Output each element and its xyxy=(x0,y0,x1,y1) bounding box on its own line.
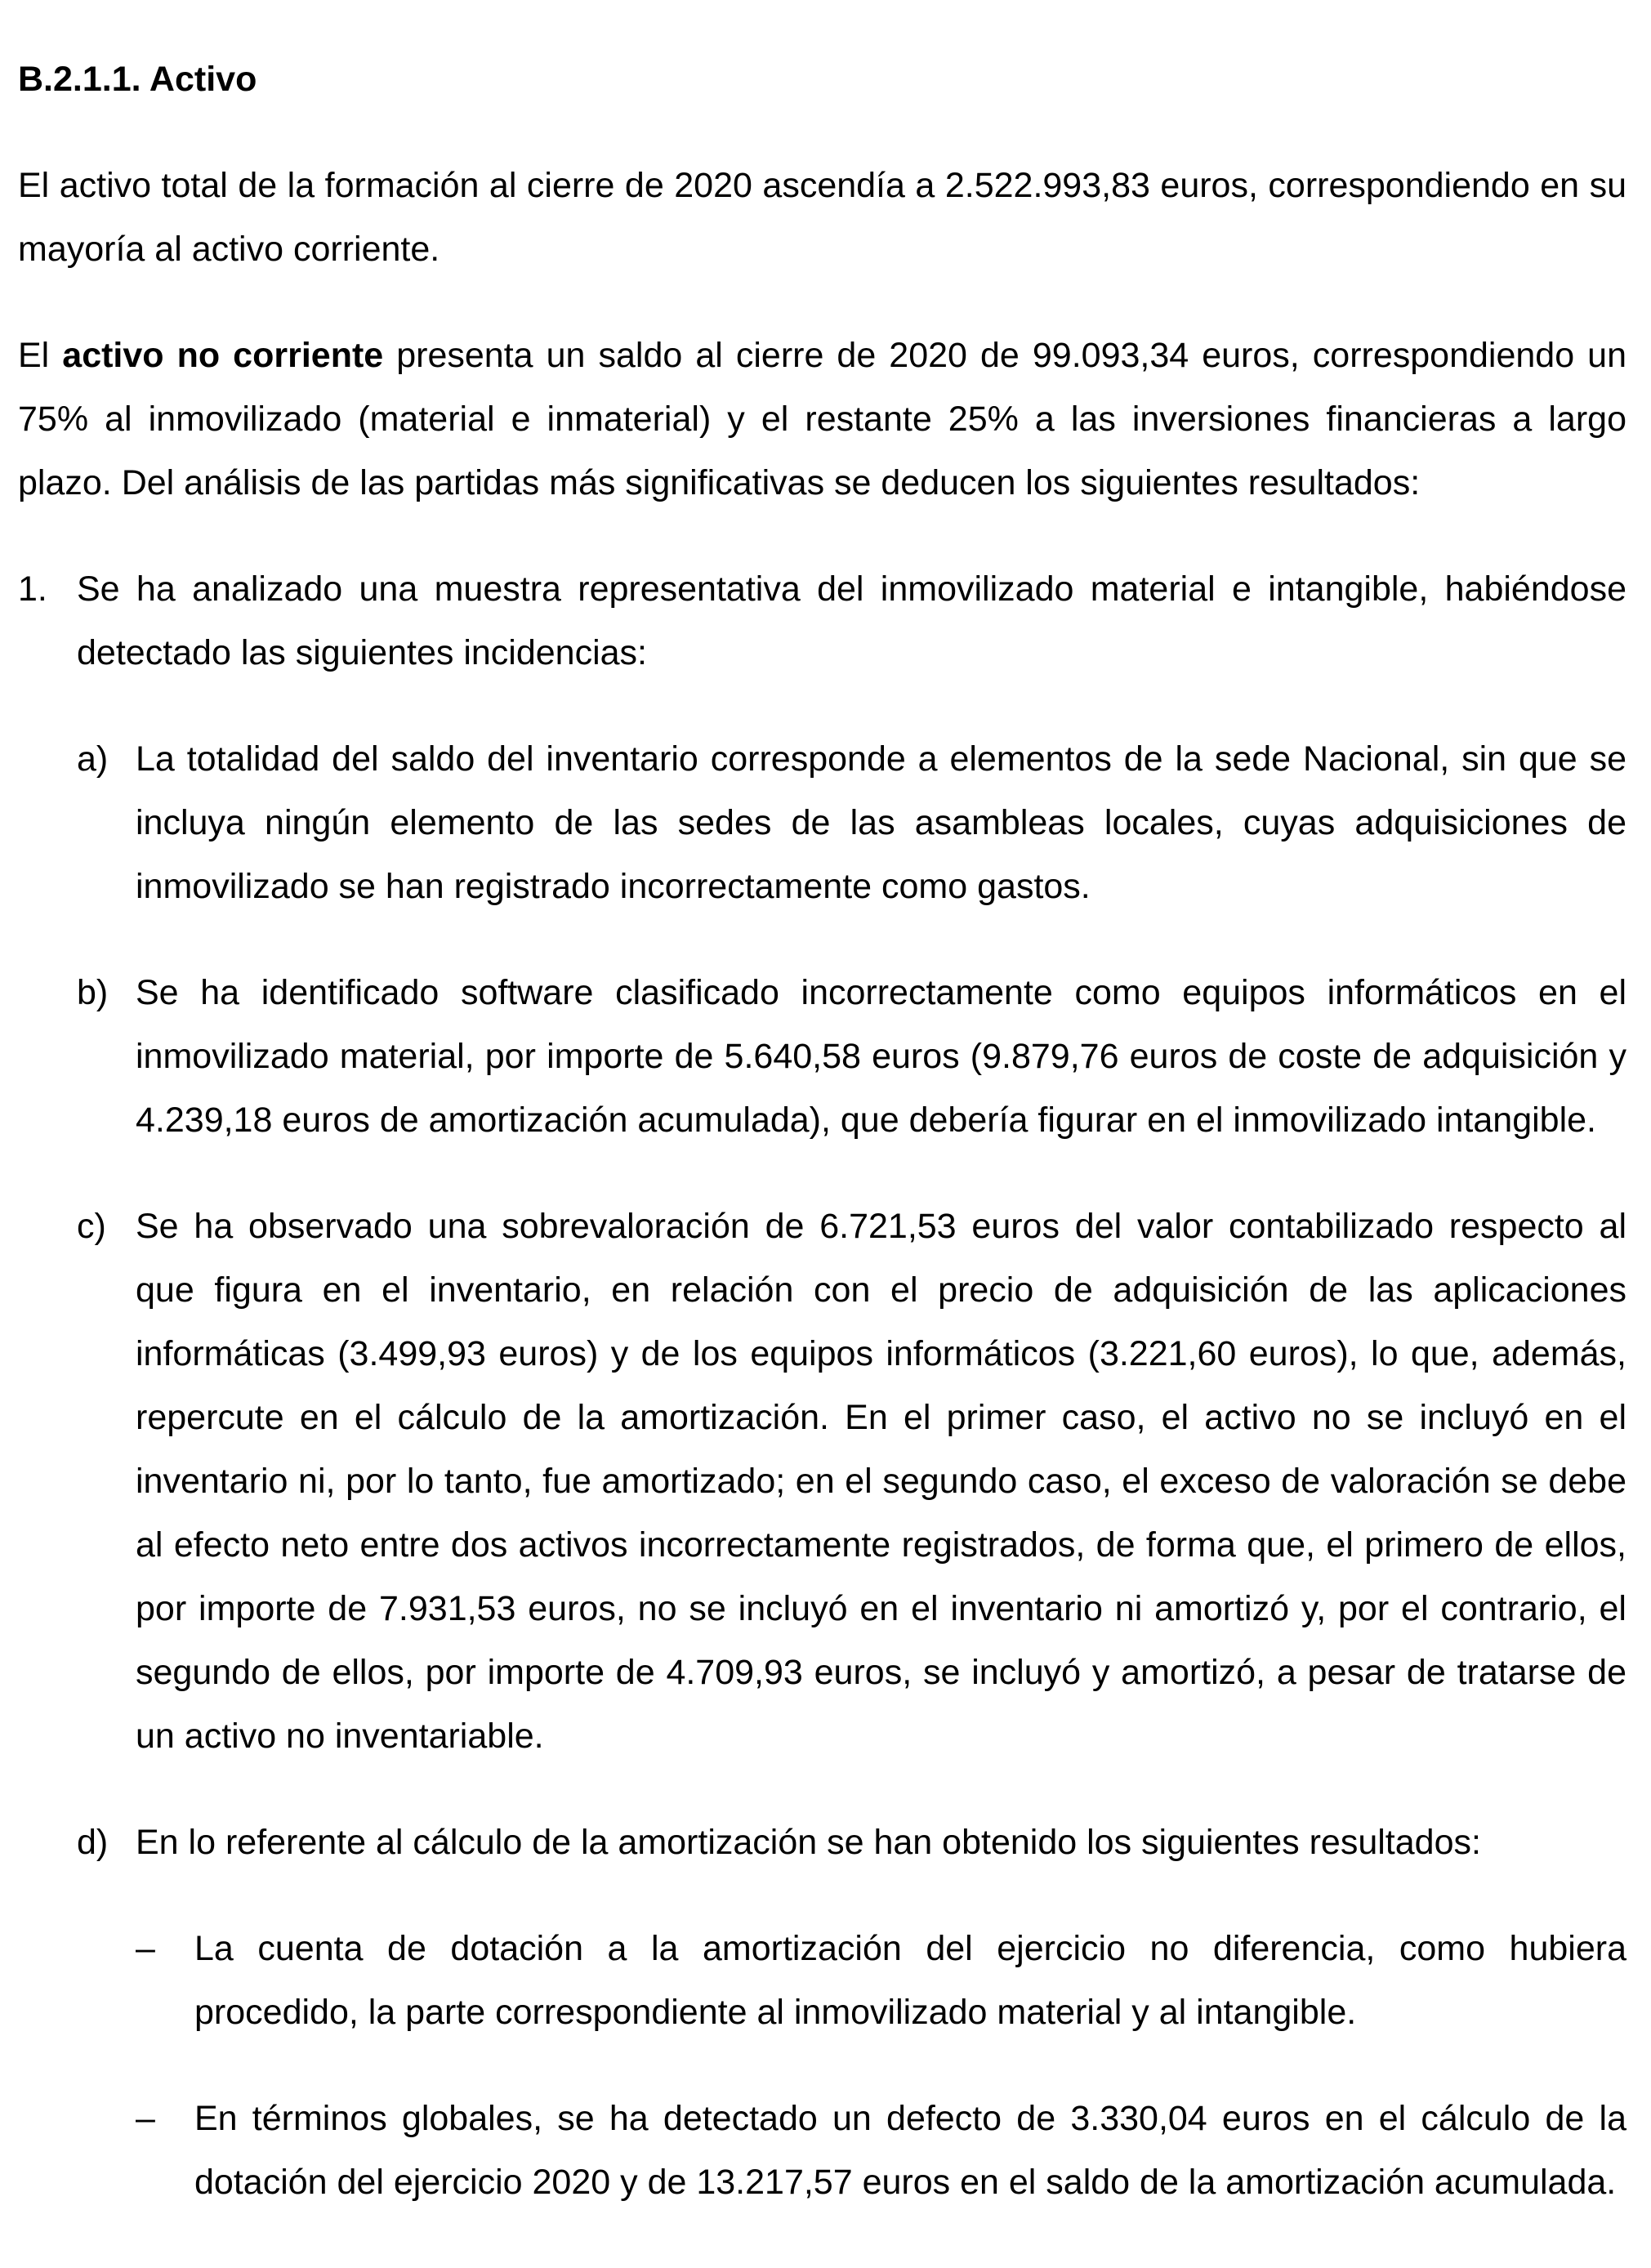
dash-marker: – xyxy=(136,1929,155,1968)
paragraph-total-assets: El activo total de la formación al cierre de 2020 ascendía a 2.522.993,83 euros, correspondiendo en su mayoría al activo corriente. xyxy=(18,166,1626,269)
dash-marker: – xyxy=(136,2099,155,2138)
list-item-b xyxy=(77,961,1626,1152)
list-item-d xyxy=(77,1810,1626,1874)
list-item-text: Se ha observado una sobrevaloración de 6.721,53 euros del valor contabilizado respecto al que figura en el inventario, en relación con el precio de adquisición de las aplicaciones informáticas (3.499,93 euros) y de los equipos informáticos (3.221,60 euros), lo que, además, repercute en el cálculo de la amortización. En el primer caso, el activo no se incluyó en el inventario ni, por lo tanto, fue amortizado; en el segundo caso, el exceso de valoración se debe al efecto neto entre dos activos incorrectamente registrados, de forma que, el primero de ellos, por importe de 7.931,53 euros, no se incluyó en el inventario ni amortizó y, por el contrario, el segundo de ellos, por importe de 4.709,93 euros, se incluyó y amortizó, a pesar de tratarse de un activo no inventariable. xyxy=(136,1207,1626,1756)
list-item-text: Se ha identificado software clasificado incorrectamente como equipos informáticos en el inmovilizado material, por importe de 5.640,58 euros (9.879,76 euros de coste de adquisición y 4.239,18 euros de amortización acumulada), que debería figurar en el inmovilizado intangible. xyxy=(136,973,1626,1140)
list-item-text: En lo referente al cálculo de la amortización se han obtenido los siguientes resultados: xyxy=(136,1823,1481,1862)
paragraph-non-current-assets xyxy=(18,324,1626,515)
list-item-text: Se ha analizado una muestra representativa del inmovilizado material e intangible, habiéndose detectado las siguientes incidencias: xyxy=(77,569,1626,672)
list-marker: 1. xyxy=(18,569,47,609)
list-item-text: En términos globales, se ha detectado un defecto de 3.330,04 euros en el cálculo de la dotación del ejercicio 2020 y de 13.217,57 euros en el saldo de la amortización acumulada. xyxy=(194,2099,1626,2202)
list-item-c xyxy=(77,1194,1626,1768)
list-item-text: La cuenta de dotación a la amortización del ejercicio no diferencia, como hubiera procedido, la parte correspondiente al inmovilizado material y al intangible. xyxy=(194,1929,1626,2032)
paragraph-text: presenta un saldo al cierre de 2020 de 99.093,34 euros, correspondiendo un 75% al inmovilizado (material e inmaterial) y el restante 25% a las inversiones financieras a largo plazo. Del análisis de las partidas más significativas se deducen los siguientes resultados: xyxy=(18,336,1626,502)
list-marker: b) xyxy=(77,973,109,1012)
list-item-a xyxy=(77,727,1626,918)
dash-item-2 xyxy=(136,2087,1626,2214)
list-marker: c) xyxy=(77,1207,106,1246)
paragraph-text: El xyxy=(18,336,63,375)
list-item-1 xyxy=(18,557,1626,685)
list-marker: a) xyxy=(77,739,109,779)
list-marker: d) xyxy=(77,1823,109,1862)
dash-item-1 xyxy=(136,1917,1626,2044)
section-heading: B.2.1.1. Activo xyxy=(18,60,257,99)
list-item-text: La totalidad del saldo del inventario corresponde a elementos de la sede Nacional, sin que se incluya ningún elemento de las sedes de las asambleas locales, cuyas adquisiciones de inmovilizado se han registrado incorrectamente como gastos. xyxy=(136,739,1626,906)
bold-term: activo no corriente xyxy=(62,336,384,375)
